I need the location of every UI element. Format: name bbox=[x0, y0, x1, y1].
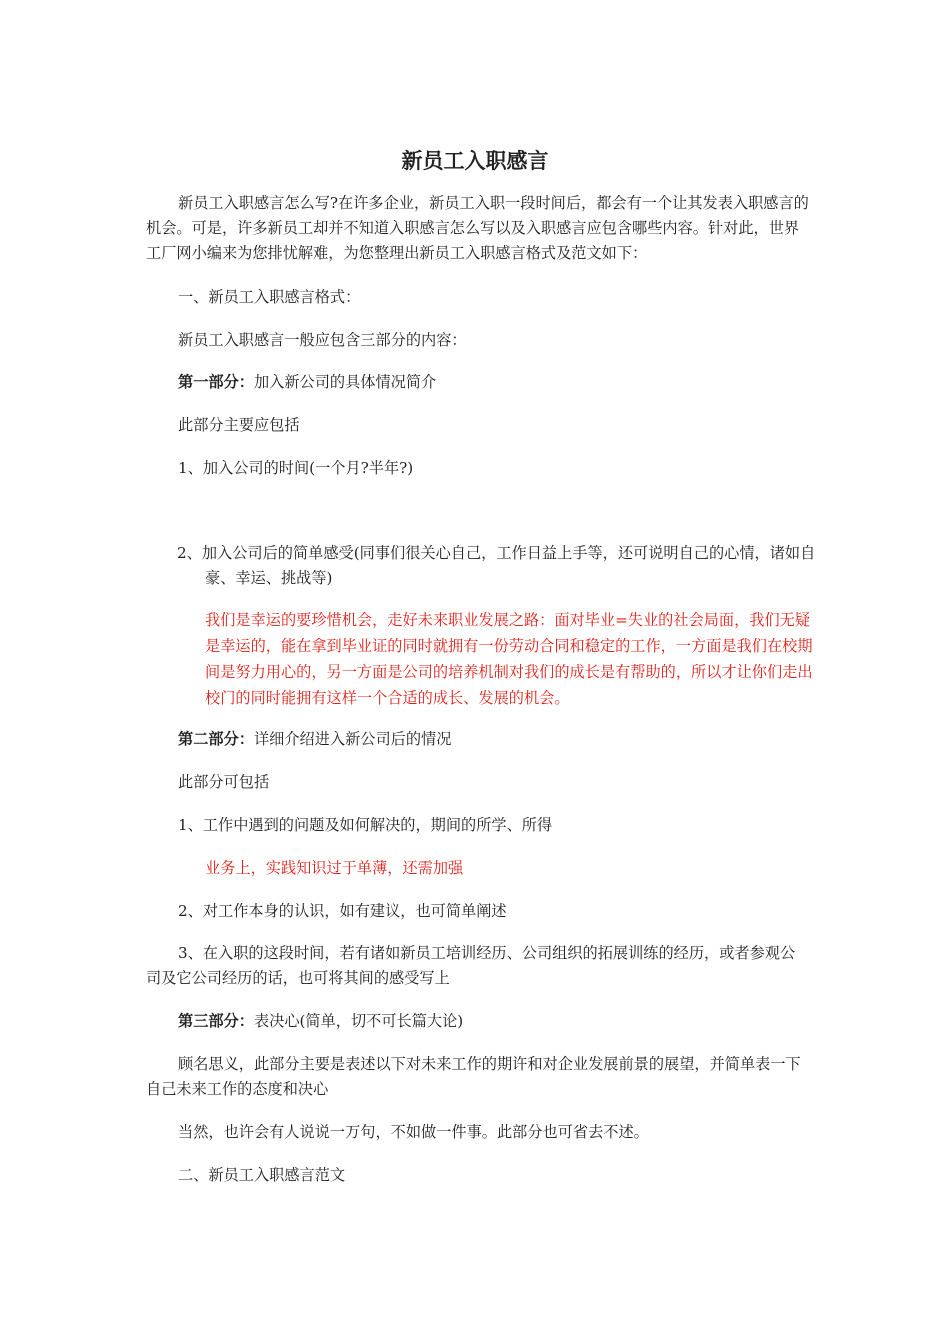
part1-text: 加入新公司的具体情况简介 bbox=[253, 373, 437, 391]
part1-label: 第一部分： bbox=[178, 373, 254, 391]
part3-heading bbox=[178, 1009, 818, 1034]
part2-item1: 1、工作中遇到的问题及如何解决的，期间的所学、所得 bbox=[178, 816, 553, 834]
part1-item1: 1、加入公司的时间(一个月?半年?) bbox=[178, 459, 414, 477]
part1-note: 我们是幸运的要珍惜机会，走好未来职业发展之路：面对毕业=失业的社会局面，我们无疑是幸运的，能在拿到毕业证的同时就拥有一份劳动合同和稳定的工作，一方面是我们在校期间是努力用心的，另一方面是公司的培养机制对我们的成长是有帮助的，所以才让你们走出校门的同时能拥有这样一个合适的成长、发展的机会。 bbox=[205, 611, 813, 707]
section2-heading: 二、新员工入职感言范文 bbox=[178, 1166, 346, 1184]
part3-paragraph2: 当然，也许会有人说说一万句，不如做一件事。此部分也可省去不述。 bbox=[178, 1123, 649, 1141]
intro-paragraph: 新员工入职感言怎么写?在许多企业，新员工入职一段时间后，都会有一个让其发表入职感言的机会。可是，许多新员工却并不知道入职感言怎么写以及入职感言应包含哪些内容。针对此，世界工厂网小编来为您排忧解难，为您整理出新员工入职感言格式及范文如下： bbox=[146, 194, 809, 262]
part1-heading bbox=[178, 370, 818, 395]
part2-heading bbox=[178, 727, 818, 752]
part3-paragraph1: 顾名思义，此部分主要是表述以下对未来工作的期许和对企业发展前景的展望，并简单表一下自己未来工作的态度和决心 bbox=[146, 1055, 801, 1098]
part2-item3: 3、在入职的这段时间，若有诸如新员工培训经历、公司组织的拓展训练的经历，或者参观公司及它公司经历的话，也可将其间的感受写上 bbox=[146, 944, 796, 987]
section1-lead: 新员工入职感言一般应包含三部分的内容： bbox=[178, 331, 467, 349]
part2-note: 业务上，实践知识过于单薄，还需加强 bbox=[205, 859, 464, 877]
part1-sub: 此部分主要应包括 bbox=[178, 416, 300, 434]
part2-sub: 此部分可包括 bbox=[178, 773, 270, 791]
part3-text: 表决心(简单，切不可长篇大论) bbox=[253, 1012, 464, 1030]
part2-label: 第二部分： bbox=[178, 730, 254, 748]
part1-item2: 2、加入公司后的简单感受(同事们很关心自己，工作日益上手等，还可说明自己的心情，诸如自豪、幸运、挑战等) bbox=[177, 544, 816, 587]
section1-heading: 一、新员工入职感言格式： bbox=[178, 288, 361, 306]
part3-label: 第三部分： bbox=[178, 1012, 254, 1030]
part2-text: 详细介绍进入新公司后的情况 bbox=[253, 730, 452, 748]
part2-item2: 2、对工作本身的认识，如有建议，也可简单阐述 bbox=[178, 902, 507, 920]
document-title: 新员工入职感言 bbox=[401, 149, 549, 173]
